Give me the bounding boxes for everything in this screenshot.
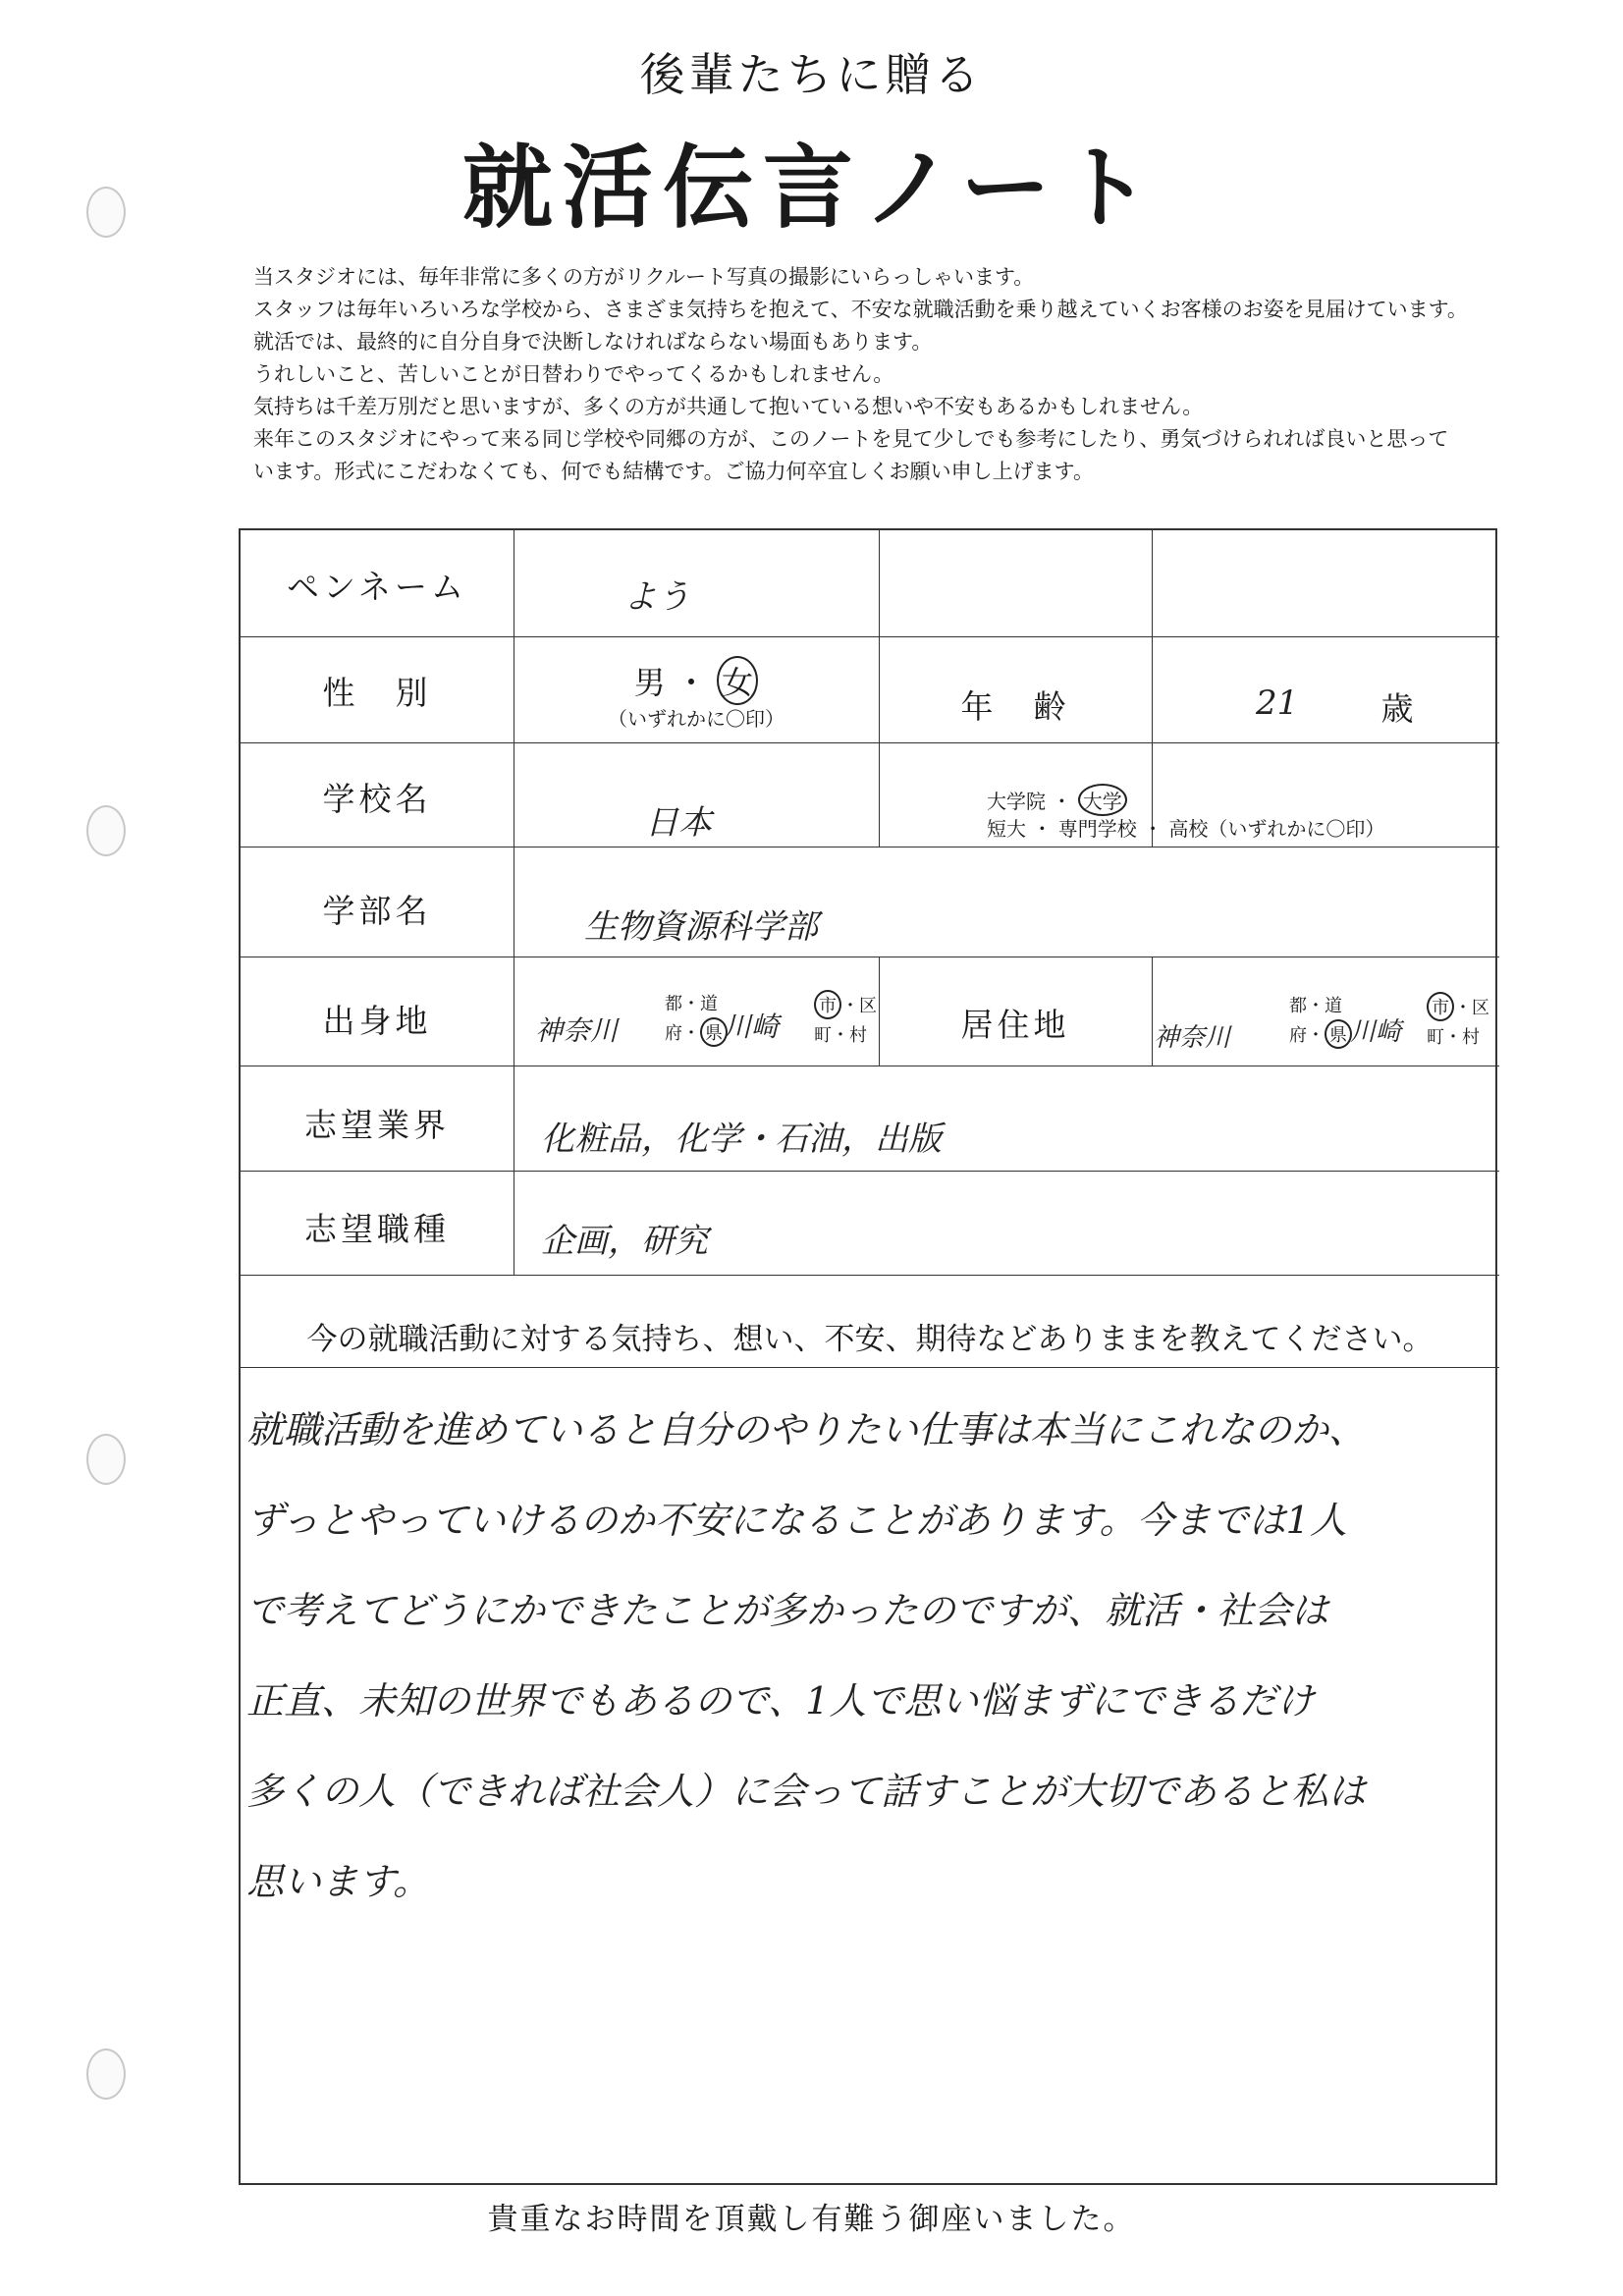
pen-name-label: ペンネーム (286, 568, 467, 606)
intro-line: 来年このスタジオにやって来る同じ学校や同郷の方が、このノートを見て少しでも参考にしたり、勇気づけられれば良いと思って (253, 427, 1449, 451)
page-subtitle: 後輩たちに贈る (639, 48, 984, 101)
row-divider (241, 742, 1499, 743)
row-divider (241, 1275, 1499, 1276)
answer-line: 就職活動を進めていると自分のやりたい仕事は本当にこれなのか、 (246, 1408, 1367, 1451)
column-divider (1152, 957, 1153, 1066)
residence-city-suffix-bottom: 町・村 (1427, 1027, 1480, 1048)
school-type-graduate: 大学院 (987, 790, 1046, 813)
hometown-city: 川崎 (724, 1011, 780, 1043)
hometown-prefecture-circled: 県 (700, 1017, 728, 1047)
residence-prefecture: 神奈川 (1154, 1023, 1231, 1053)
hometown-label: 出身地 (322, 1002, 432, 1040)
residence-prefecture-circled: 県 (1325, 1019, 1352, 1049)
answer-line: ずっとやっていけるのか不安になることがあります。今までは1人 (246, 1499, 1347, 1542)
gender-label: 性 別 (322, 674, 432, 712)
hometown-city-suffix-bottom: 町・村 (814, 1025, 867, 1046)
hometown-pref-suffix-bottom: 府・ 県 (665, 1017, 728, 1047)
footer-thanks: 貴重なお時間を頂戴し有難う御座いました。 (487, 2202, 1136, 2237)
industry-label: 志望業界 (304, 1106, 450, 1144)
hometown-city-suffix-top: 市 ・区 (814, 990, 877, 1019)
school-type-line1 (987, 784, 1127, 816)
punch-hole (86, 805, 126, 856)
row-divider (241, 636, 1499, 637)
job-label: 志望職種 (304, 1210, 450, 1248)
residence-city-circled: 市 (1427, 992, 1454, 1021)
gender-note: （いずれかに〇印） (608, 707, 784, 731)
free-answer-question: 今の就職活動に対する気持ち、想い、不安、期待などありままを教えてください。 (306, 1322, 1434, 1357)
intro-line: 気持ちは千差万別だと思いますが、多くの方が共通して抱いている想いや不安もあるかもしれません。 (253, 395, 1204, 418)
age-label: 年 齢 (960, 687, 1070, 726)
intro-line: うれしいこと、苦しいことが日替わりでやってくるかもしれません。 (253, 362, 894, 386)
questionnaire-form (239, 528, 1497, 2185)
hometown-pref-suffix-top: 都・道 (665, 994, 718, 1014)
hometown-city-circled: 市 (814, 990, 841, 1019)
punch-hole (86, 2049, 126, 2100)
answer-line: 思います。 (246, 1860, 430, 1903)
row-divider (241, 1171, 1499, 1172)
school-label: 学校名 (322, 780, 432, 818)
intro-line: スタッフは毎年いろいろな学校から、さまざま気持ちを抱えて、不安な就職活動を乗り越えていくお客様のお姿を見届けています。 (253, 298, 1468, 321)
faculty-value: 生物資源科学部 (584, 907, 818, 947)
answer-line: 多くの人（できれば社会人）に会って話すことが大切であると私は (246, 1770, 1367, 1813)
gender-separator: ・ (675, 664, 707, 701)
residence-city-suffix-top: 市 ・区 (1427, 992, 1489, 1021)
free-answer-text (246, 1385, 1493, 1927)
age-value: 21 (1256, 683, 1299, 723)
school-type-line2: 短大 ・ 専門学校 ・ 高校（いずれかに〇印） (987, 817, 1385, 841)
gender-female-circled: 女 (717, 656, 758, 705)
school-type-university-circled: 大学 (1078, 784, 1127, 816)
pen-name-value: よう (623, 577, 690, 617)
answer-line: 正直、未知の世界でもあるので、1人で思い悩まずにできるだけ (246, 1679, 1315, 1722)
gender-male: 男 (633, 664, 666, 701)
residence-pref-suffix-top: 都・道 (1289, 996, 1342, 1016)
gender-options (514, 656, 879, 705)
intro-line: 就活では、最終的に自分自身で決断しなければならない場面もあります。 (253, 330, 933, 354)
row-divider (241, 1367, 1499, 1368)
punch-hole (86, 1434, 126, 1485)
job-value: 企画，研究 (541, 1222, 708, 1261)
hometown-prefecture: 神奈川 (535, 1014, 619, 1047)
residence-pref-suffix-bottom: 府・ 県 (1289, 1019, 1352, 1049)
page-title: 就活伝言ノート (461, 136, 1162, 241)
column-divider (1152, 530, 1153, 847)
residence-city: 川崎 (1350, 1017, 1402, 1047)
intro-text (253, 261, 1589, 488)
school-type-separator: ・ (1052, 790, 1072, 813)
residence-label: 居住地 (960, 1006, 1070, 1044)
answer-line: で考えてどうにかできたことが多かったのですが、就活・社会は (246, 1589, 1329, 1632)
intro-line: います。形式にこだわなくても、何でも結構です。ご協力何卒宜しくお願い申し上げます。 (253, 460, 1094, 483)
school-value: 日本 (645, 803, 712, 843)
industry-value: 化粧品，化学・石油，出版 (541, 1120, 942, 1159)
faculty-label: 学部名 (322, 892, 432, 930)
intro-line: 当スタジオには、毎年非常に多くの方がリクルート写真の撮影にいらっしゃいます。 (253, 265, 1035, 289)
age-unit: 歳 (1380, 689, 1418, 728)
